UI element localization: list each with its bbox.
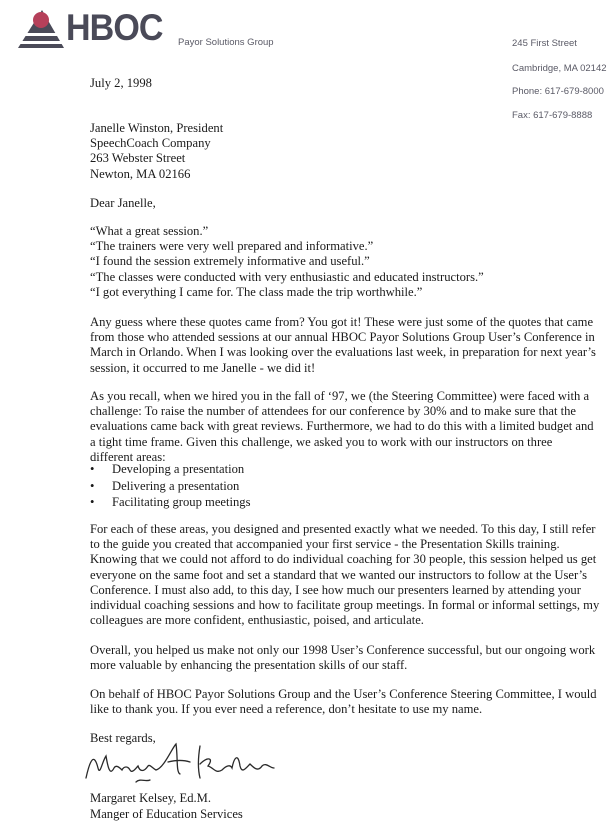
- address-street: 245 First Street: [512, 38, 577, 49]
- paragraph-line: Overall, you helped us make not only our 1998 User’s Conference successful, but our ongoing work: [90, 643, 596, 657]
- quote-line: “I got everything I came for. The class made the trip worthwhile.”: [90, 284, 423, 299]
- salutation: Dear Janelle,: [90, 196, 156, 210]
- paragraph-line: everyone on the same foot and set a standard that we wanted our instructors to follow at the User’s: [90, 567, 588, 582]
- paragraph-line: different areas:: [90, 449, 166, 464]
- list-item: [90, 478, 251, 495]
- paragraph-line: challenge: To raise the number of attendees for our conference by 30% and to make sure that the: [90, 404, 577, 419]
- recipient-line: Janelle Winston, President: [90, 121, 224, 135]
- recipient-block: [90, 121, 610, 182]
- list-item-label: Facilitating group meetings: [112, 495, 251, 509]
- recipient-line: Newton, MA 02166: [90, 166, 191, 181]
- closing: Best regards,: [90, 731, 156, 745]
- paragraph-line: As you recall, when we hired you in the fall of ‘97, we (the Steering Committee) were faced with a: [90, 389, 590, 403]
- paragraph-challenge: [90, 389, 610, 465]
- quotes-block: [90, 224, 610, 300]
- paragraph-line: Any guess where these quotes came from? You got it! These were just some of the quotes that came: [90, 315, 594, 329]
- list-item: [90, 461, 251, 478]
- quote-line: “The classes were conducted with very enthusiastic and educated instructors.”: [90, 269, 484, 284]
- bullet-icon: •: [90, 462, 95, 476]
- list-item: [90, 494, 251, 511]
- signer-name: Margaret Kelsey, Ed.M.: [90, 791, 212, 805]
- company-logo: [16, 6, 163, 52]
- bullet-icon: •: [90, 478, 95, 493]
- letter-date: July 2, 1998: [90, 76, 152, 90]
- paragraph-line: session, it occurred to me Janelle - we did it!: [90, 360, 316, 375]
- recipient-line: SpeechCoach Company: [90, 136, 211, 151]
- quote-line: “I found the session extremely informative and useful.”: [90, 254, 370, 269]
- bullet-list: [90, 461, 251, 511]
- handwritten-signature: [80, 738, 290, 788]
- paragraph-line: like to thank you. If you ever need a reference, don’t hesitate to use my name.: [90, 702, 483, 717]
- paragraph-line: On behalf of HBOC Payor Solutions Group and the User’s Conference Steering Committee, I would: [90, 687, 597, 701]
- paragraph-line: For each of these areas, you designed and presented exactly what we needed. To this day, I still refer: [90, 522, 596, 536]
- paragraph-line: to the guide you created that accompanied your first service - the Presentation Skills training.: [90, 537, 560, 552]
- signer-title: Manger of Education Services: [90, 807, 243, 821]
- paragraph-thanks: [90, 687, 610, 717]
- address-city: Cambridge, MA 02142: [512, 63, 607, 74]
- paragraph-overall: [90, 643, 610, 673]
- paragraph-line: individual coaching sessions and how to facilitate group meetings. In formal or informal settings, my: [90, 598, 600, 613]
- department-name: Payor Solutions Group: [178, 37, 274, 48]
- paragraph-line: from those who attended sessions at our annual HBOC Payor Solutions Group User’s Conference in: [90, 330, 595, 345]
- quote-line: “The trainers were very well prepared and informative.”: [90, 239, 374, 254]
- list-item-label: Delivering a presentation: [112, 478, 240, 493]
- paragraph-line: more valuable by enhancing the presentation skills of our staff.: [90, 658, 408, 673]
- paragraph-quotes-origin: [90, 315, 610, 376]
- paragraph-line: Conference. I must also add, to this day, I see how much our presenters learned by attending your: [90, 582, 581, 597]
- quote-line: “What a great session.”: [90, 224, 209, 238]
- paragraph-line: a tight time frame. Given this challenge, we asked you to work with our instructors on three: [90, 434, 553, 449]
- list-item-label: Developing a presentation: [112, 462, 245, 476]
- bullet-icon: •: [90, 495, 95, 509]
- phone-number: Phone: 617-679-8000: [512, 86, 604, 97]
- paragraph-results: [90, 522, 610, 628]
- paragraph-line: Knowing that we could not afford to do individual coaching for 30 people, this session helped us get: [90, 552, 597, 567]
- paragraph-line: evaluations came back with great reviews. Furthermore, we had to do this with a limited budget and: [90, 419, 594, 434]
- logo-triangle-icon: [16, 6, 66, 52]
- fax-number: Fax: 617-679-8888: [512, 110, 593, 121]
- logo-wordmark: HBOC: [66, 7, 163, 48]
- paragraph-line: March in Orlando. When I was looking over the evaluations last week, in preparation for next year’s: [90, 345, 596, 360]
- paragraph-line: colleagues are more confident, enthusiastic, poised, and articulate.: [90, 613, 424, 628]
- recipient-line: 263 Webster Street: [90, 151, 186, 166]
